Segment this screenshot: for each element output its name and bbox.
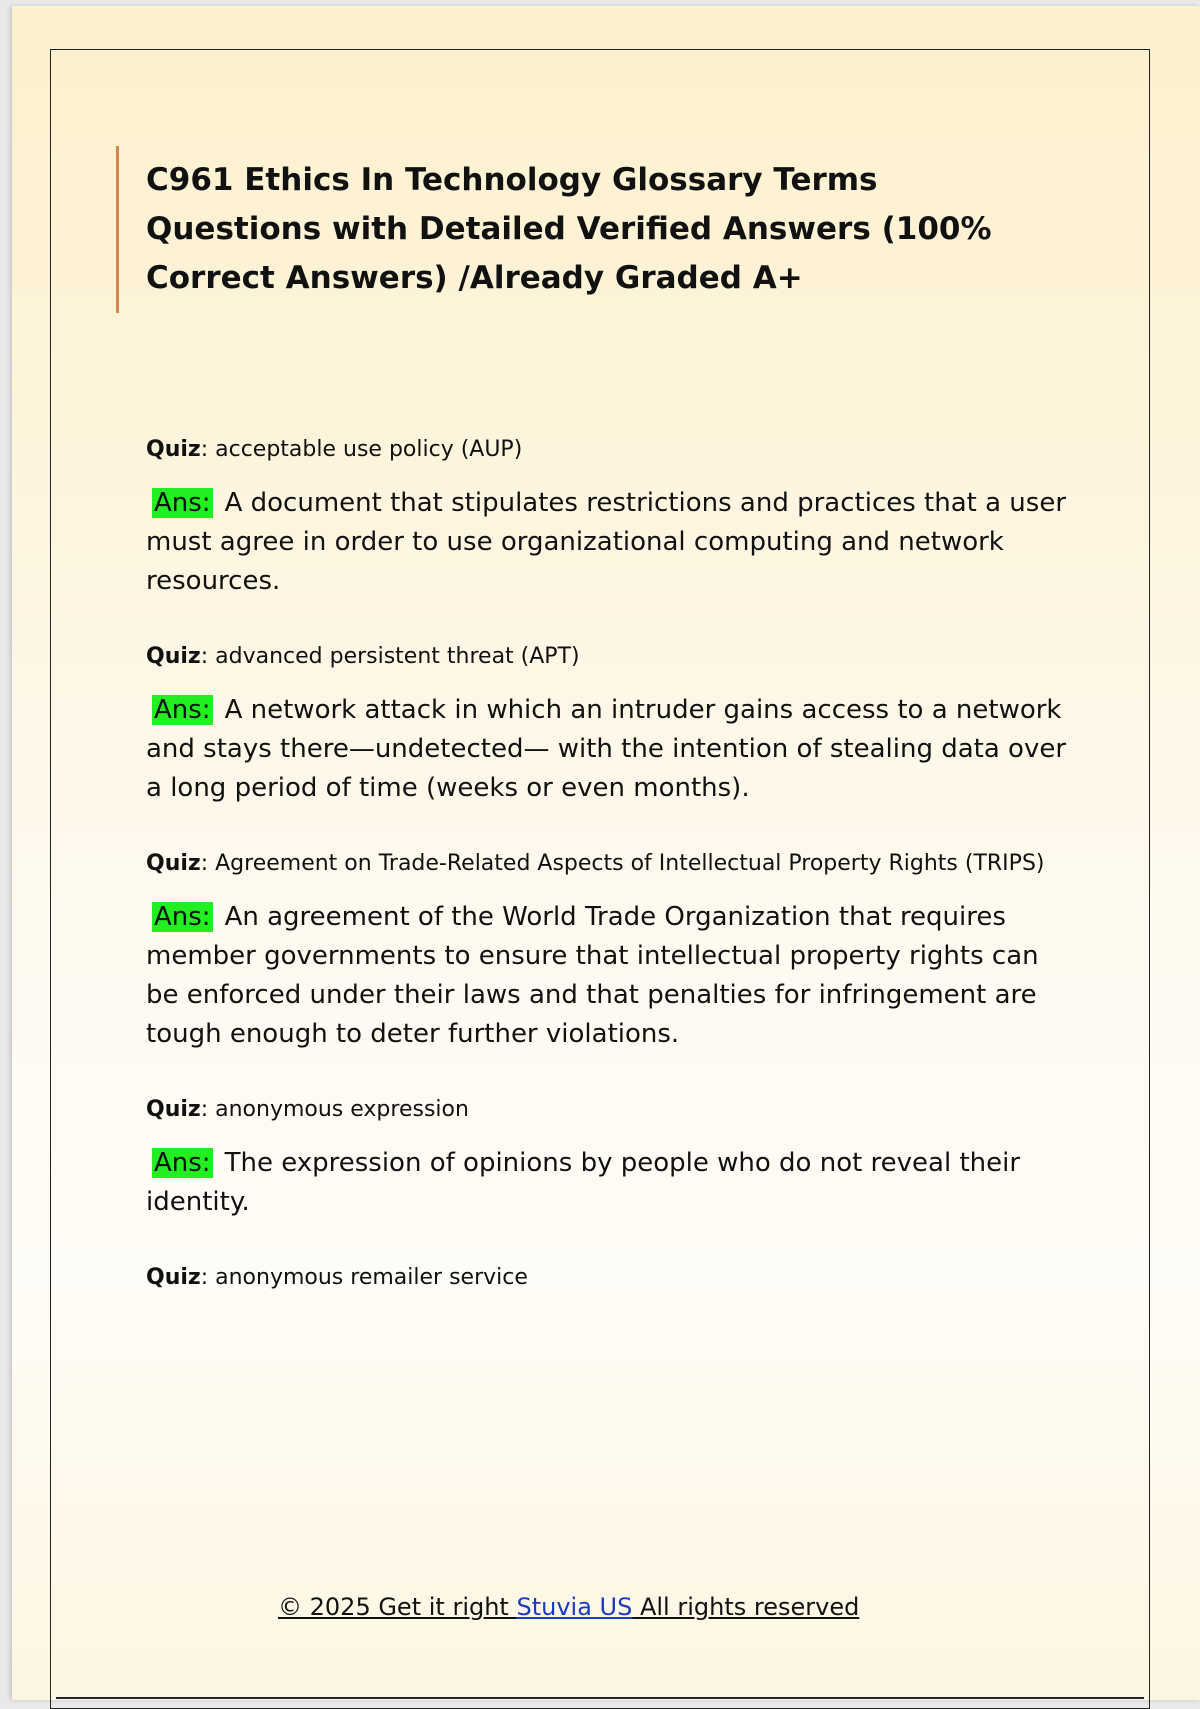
answer: [146, 691, 1076, 808]
title-line-2: Questions with Detailed Verified Answers (100%: [146, 211, 992, 247]
stuvia-link[interactable]: Stuvia US: [516, 1593, 633, 1621]
ans-label: Ans:: [154, 488, 211, 518]
quiz-term: : Agreement on Trade-Related Aspects of Intellectual Property Rights (TRIPS): [200, 851, 1045, 876]
quiz-question: [146, 1256, 1076, 1300]
quiz-question: [146, 428, 1076, 472]
ans-label: Ans:: [154, 1148, 211, 1178]
quiz-label: Quiz: [146, 644, 201, 669]
qa-item-apt: [146, 635, 1076, 808]
quiz-label: Quiz: [146, 437, 201, 462]
answer-text: A network attack in which an intruder gains access to a network and stays there—undetected— with the intention of stealing data over a long period of time (weeks or even months).: [146, 695, 1067, 803]
answer: [146, 1144, 1076, 1222]
title-line-3: Correct Answers) /Already Graded A+: [146, 260, 803, 296]
ans-label: Ans:: [154, 902, 211, 932]
qa-item-aup: [146, 428, 1076, 601]
footer-prefix: © 2025 Get it right: [278, 1593, 517, 1621]
quiz-label: Quiz: [146, 1265, 201, 1290]
answer: [146, 484, 1076, 601]
quiz-term: : anonymous remailer service: [200, 1265, 528, 1290]
answer-text: The expression of opinions by people who do not reveal their identity.: [146, 1148, 1021, 1217]
quiz-label: Quiz: [146, 1097, 201, 1122]
glossary-content: [146, 428, 1076, 1334]
qa-item-anonymous-expression: [146, 1088, 1076, 1222]
quiz-label: Quiz: [146, 851, 201, 876]
quiz-question: [146, 635, 1076, 679]
document-title: [146, 156, 1106, 303]
quiz-question: [146, 1088, 1076, 1132]
answer-text: An agreement of the World Trade Organization that requires member governments to ensure that intellectual property rights can be enforced under their laws and that penalties for infringement are tough enough to deter further violations.: [146, 902, 1039, 1049]
bottom-rule: [56, 1697, 1144, 1699]
quiz-term: : advanced persistent threat (APT): [200, 644, 580, 669]
footer-suffix: All rights reserved: [632, 1593, 860, 1621]
answer-text: A document that stipulates restrictions and practices that a user must agree in order to use organizational computing and network resources.: [146, 488, 1067, 596]
quiz-term: : anonymous expression: [200, 1097, 469, 1122]
ans-label: Ans:: [154, 695, 211, 725]
title-block: [116, 146, 1106, 313]
qa-item-trips: [146, 842, 1076, 1054]
answer: [146, 898, 1076, 1054]
quiz-question: [146, 842, 1076, 886]
qa-item-anonymous-remailer: [146, 1256, 1076, 1300]
quiz-term: : acceptable use policy (AUP): [200, 437, 523, 462]
title-line-1: C961 Ethics In Technology Glossary Terms: [146, 162, 878, 198]
footer-copyright: [278, 1593, 859, 1621]
